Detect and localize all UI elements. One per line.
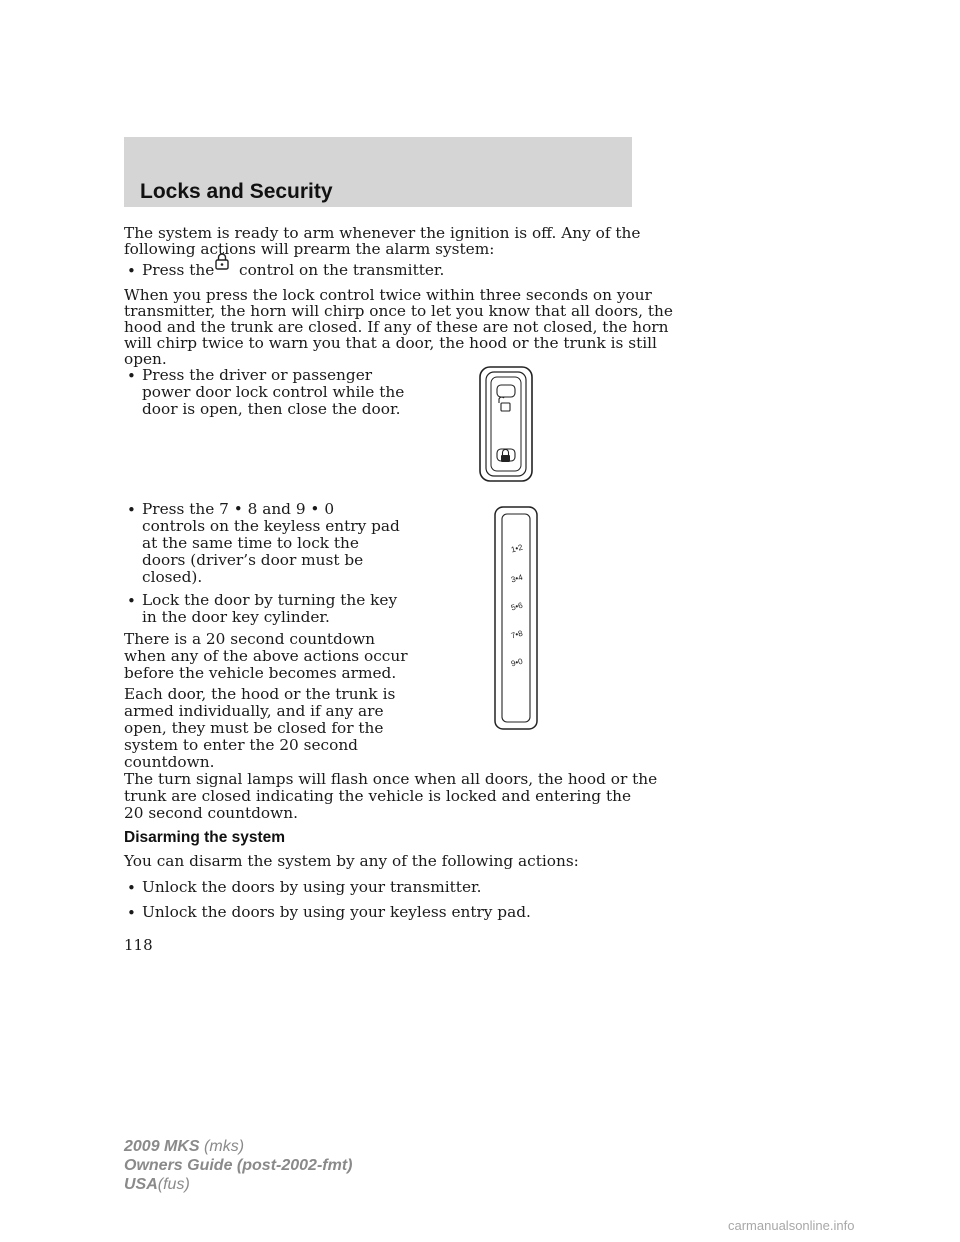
keyless-entry-pad-illustration — [493, 505, 539, 735]
section-heading: Disarming the system — [124, 829, 286, 846]
bullet-line: Press the driver or passenger — [142, 366, 373, 384]
bullet-icon: • — [127, 501, 136, 519]
bullet-line: at the same time to lock the — [142, 534, 359, 552]
keypad-button-label: 9•0 — [510, 656, 524, 669]
bullet-line: door is open, then close the door. — [142, 400, 401, 418]
bullet-icon: • — [127, 592, 136, 610]
intro-line: following actions will prearm the alarm system: — [124, 240, 495, 258]
paragraph-line: Each door, the hood or the trunk is — [124, 685, 396, 703]
bullet-line: power door lock control while the — [142, 383, 405, 401]
footer-guide: Owners Guide (post-2002-fmt) — [124, 1157, 353, 1174]
bullet-line: Lock the door by turning the key — [142, 591, 398, 609]
keypad-button-label: 1•2 — [510, 542, 524, 555]
paragraph-line: The turn signal lamps will flash once when all doors, the hood or the — [124, 770, 658, 788]
paragraph-line: countdown. — [124, 753, 215, 771]
paragraph-line: before the vehicle becomes armed. — [124, 664, 397, 682]
paragraph-line: trunk are closed indicating the vehicle is locked and entering the — [124, 787, 632, 805]
paragraph-line: when any of the above actions occur — [124, 647, 408, 665]
footer-market-code: (fus) — [157, 1176, 190, 1193]
page-number: 118 — [124, 936, 153, 954]
bullet-line: doors (driver’s door must be — [142, 551, 364, 569]
paragraph-line: open. — [124, 350, 167, 368]
lock-icon — [213, 252, 231, 274]
bullet-line: Unlock the doors by using your transmitter. — [142, 878, 482, 896]
footer — [124, 1137, 352, 1194]
bullet-transmitter-prefix: Press the — [142, 261, 215, 279]
paragraph-line: will chirp twice to warn you that a door, the hood or the trunk is still — [124, 334, 657, 352]
paragraph-line: armed individually, and if any are — [124, 702, 384, 720]
footer-market: USA — [124, 1176, 158, 1193]
bullet-icon: • — [127, 904, 136, 922]
paragraph-line: 20 second countdown. — [124, 804, 298, 822]
paragraph-line: When you press the lock control twice within three seconds on your — [124, 286, 652, 304]
keypad-button-label: 7•8 — [510, 628, 524, 641]
bullet-icon: • — [127, 262, 136, 280]
bullet-icon: • — [127, 367, 136, 385]
paragraph-line: transmitter, the horn will chirp once to let you know that all doors, the — [124, 302, 673, 320]
paragraph-line: open, they must be closed for the — [124, 719, 384, 737]
intro-line: The system is ready to arm whenever the ignition is off. Any of the — [124, 224, 641, 242]
keypad-button-label: 5•6 — [510, 600, 524, 613]
paragraph-line: There is a 20 second countdown — [124, 630, 376, 648]
bullet-transmitter-suffix: control on the transmitter. — [239, 261, 445, 279]
bullet-icon: • — [127, 879, 136, 897]
bullet-line: in the door key cylinder. — [142, 608, 330, 626]
bullet-line: Unlock the doors by using your keyless entry pad. — [142, 903, 531, 921]
paragraph-line: hood and the trunk are closed. If any of these are not closed, the horn — [124, 318, 669, 336]
keypad-button-label: 3•4 — [510, 572, 524, 585]
page-title: Locks and Security — [140, 180, 333, 203]
bullet-line: controls on the keyless entry pad — [142, 517, 400, 535]
bullet-line: closed). — [142, 568, 203, 586]
paragraph-line: system to enter the 20 second — [124, 736, 358, 754]
footer-model: 2009 MKS — [124, 1138, 200, 1155]
bullet-line: Press the 7 • 8 and 9 • 0 — [142, 500, 335, 518]
paragraph-line: You can disarm the system by any of the following actions: — [124, 852, 579, 870]
power-door-lock-switch-illustration — [478, 365, 534, 487]
footer-model-code: (mks) — [204, 1138, 245, 1155]
watermark: carmanualsonline.info — [728, 1218, 855, 1233]
